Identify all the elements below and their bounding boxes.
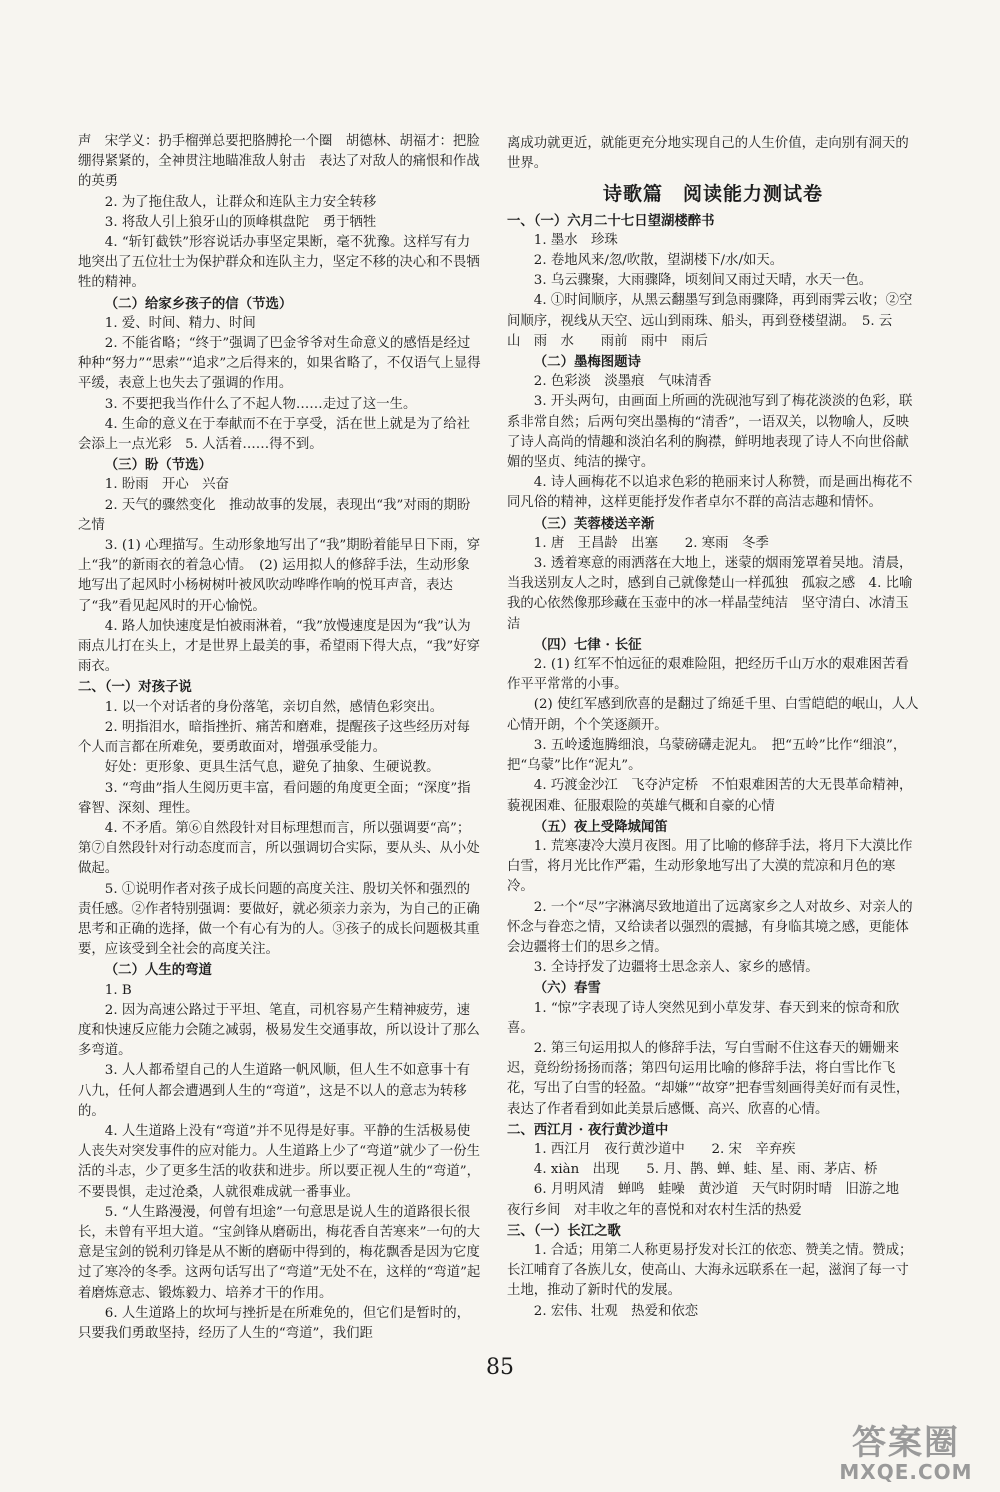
answer-paragraph: 2. 不能省略；“终于”强调了巴金爷爷对生命意义的感悟是经过种种“努力”“思索”“追求”之后得来的，如果省略了，不仅语气上显得平缓，表意上也失去了强调的作用。 — [78, 336, 481, 392]
section-title: 诗歌篇 阅读能力测试卷 — [602, 183, 823, 206]
section-heading: （三）盼（节选） — [104, 457, 212, 474]
section-heading: 三、（一）长江之歌 — [507, 1222, 621, 1239]
section-heading: 一、（一）六月二十七日望湖楼醉书 — [507, 212, 715, 229]
watermark-url: MXQE.COM — [839, 1460, 973, 1484]
section-heading: （五）夜上受降城闻笛 — [533, 818, 668, 835]
section-heading: 二、西江月 · 夜行黄沙道中 — [507, 1121, 669, 1138]
answer-paragraph: 4. xiàn 出现 5. 月、鹊、蝉、蛙、星、雨、茅店、桥 — [533, 1162, 878, 1178]
answer-paragraph: 3. 五岭逶迤腾细浪，乌蒙磅礴走泥丸。 把“五岭”比作“细浪”，把“乌蒙”比作“泥丸”。 — [507, 737, 907, 774]
answer-paragraph: 1. 西江月 夜行黄沙道中 2. 宋 辛弃疾 — [533, 1141, 796, 1157]
answer-paragraph: 2. (1) 红军不怕远征的艰难险阻，把经历千山万水的艰难困苦看作平平常常的小事。 — [507, 657, 909, 693]
answer-paragraph: 2. 天气的骤然变化 推动故事的发展，表现出“我”对雨的期盼之情 — [78, 497, 471, 533]
answer-paragraph: 6. 人生道路上的坎坷与挫折是在所难免的，但它们是暂时的，只要我们勇敢坚持，经历了人生的“弯道”，我们距 — [78, 1305, 470, 1341]
answer-paragraph: 1. 爱、时间、精力、时间 — [104, 315, 256, 331]
answer-paragraph: 3. 人人都希望自己的人生道路一帆风顺，但人生不如意事十有八九，任何人都会遭遇到人生的“弯道”，这是不以人的意志为转移的。 — [78, 1063, 470, 1119]
watermark-logo — [822, 1415, 990, 1485]
answer-paragraph: 3. 开头两句，由画面上所画的洗砚池写到了梅花淡淡的色彩，联系非常自然；后两句突出墨梅的“清香”，一语双关，以物喻人，反映了诗人高尚的情趣和淡泊名利的胸襟，鲜明地表现了诗人不向世俗献媚的坚贞、纯洁的操守。 — [507, 394, 913, 471]
section-heading: （三）芙蓉楼送辛渐 — [533, 515, 655, 532]
answer-paragraph: (2) 使红军感到欣喜的是翻过了绵延千里、白雪皑皑的岷山，人人心情开朗，个个笑逐颜开。 — [507, 697, 919, 733]
answer-paragraph: 2. 一个“尽”字淋漓尽致地道出了远离家乡之人对故乡、对亲人的怀念与眷恋之情，又给读者以强烈的震撼，有身临其境之感，更能体会边疆将士们的思乡之情。 — [507, 899, 913, 955]
answer-paragraph: 2. 宏伟、壮观 热爱和依恋 — [533, 1303, 699, 1319]
answer-paragraph: 1. “惊”字表现了诗人突然见到小草发芽、春天到来的惊奇和欣喜。 — [507, 1000, 900, 1036]
answer-paragraph: 2. 第三句运用拟人的修辞手法，写白雪耐不住这春天的姗姗来迟，竟纷纷扬扬而落；第四句运用比喻的修辞手法，将白雪比作飞花，写出了白雪的轻盈。“却嫌”“故穿”把春雪刻画得美好而有灵性，表达了作者看到如此美景后感慨、高兴、欣喜的心情。 — [507, 1040, 910, 1117]
answer-paragraph: 2. 色彩淡 淡墨痕 气味清香 — [533, 374, 712, 390]
answer-paragraph: 好处：更形象、更具生活气息，避免了抽象、生硬说教。 — [104, 760, 440, 776]
answer-paragraph: 4. 不矛盾。第⑥自然段针对目标理想而言，所以强调要“高”；第⑦自然段针对行动态度而言，所以强调切合实际，要从头、从小处做起。 — [78, 820, 480, 877]
right-column — [507, 134, 926, 1322]
watermark-text: 答案圈 — [852, 1423, 960, 1463]
answer-paragraph: 3. (1) 心理描写。生动形象地写出了“我”期盼着能早日下雨，穿上“我”的新雨衣的着急心情。 (2) 运用拟人的修辞手法，生动形象地写出了起风时小杨树树叶被风吹动哗哗作响的悦耳声音，表达了“我”看见起风时的开心愉悦。 — [78, 538, 481, 614]
answer-paragraph: 2. 因为高速公路过于平坦、笔直，司机容易产生精神疲劳，速度和快速反应能力会随之减弱，极易发生交通事故，所以设计了那么多弯道。 — [78, 1002, 480, 1059]
answer-paragraph: 5. ①说明作者对孩子成长问题的高度关注、殷切关怀和强烈的责任感。②作者特别强调：要做好，就必须亲力亲为，为自己的正确思考和正确的选择，做一个有心有为的人。③孩子的成长问题极其重要，应该受到全社会的高度关注。 — [78, 881, 480, 958]
answer-paragraph: 3. 不要把我当作什么了不起人物……走过了这一生。 — [104, 396, 417, 412]
answer-paragraph: 3. 全诗抒发了边疆将士思念亲人、家乡的感情。 — [533, 960, 819, 976]
page-number: 85 — [486, 1355, 514, 1380]
answer-paragraph: 1. B — [104, 982, 132, 998]
answer-paragraph: 1. 唐 王昌龄 出塞 2. 寒雨 冬季 — [533, 535, 769, 551]
answer-paragraph: 4. 巧渡金沙江 飞夺泸定桥 不怕艰难困苦的大无畏革命精神，藐视困难、征服艰险的英雄气概和自豪的心情 — [507, 778, 913, 814]
answer-paragraph: 3. 乌云骤聚，大雨骤降，顷刻间又雨过天晴，水天一色。 — [533, 273, 873, 289]
answer-paragraph: 3. 透着寒意的雨洒落在大地上，迷蒙的烟雨笼罩着吴地。清晨，当我送别友人之时，感到自己就像楚山一样孤独 孤寂之感 4. 比喻 我的心依然像那珍藏在玉壶中的冰一样晶莹纯洁 坚守清白、冰清玉洁 — [507, 556, 926, 632]
answer-paragraph: 3. “弯曲”指人生阅历更丰富，看问题的角度更全面；“深度”指睿智、深刻、理性。 — [78, 780, 471, 816]
answer-paragraph: 4. 生命的意义在于奉献而不在于享受，活在世上就是为了给社会添上一点光彩 5. 人活着……得不到。 — [78, 416, 470, 453]
answer-paragraph: 1. 合适；用第二人称更易抒发对长江的依恋、赞美之情。赞成；长江哺育了各族儿女，使高山、大海永远联系在一起，滋润了每一寸土地，推动了新时代的发展。 — [507, 1242, 913, 1299]
section-heading: （二）给家乡孩子的信（节选） — [104, 295, 293, 312]
answer-paragraph: 声 宋学义：扔手榴弹总要把胳膊抡一个圈 胡德林、胡福才：把脸绷得紧紧的，全神贯注地瞄准敌人射击 表达了对敌人的痛恨和作战的英勇 — [78, 134, 480, 190]
answer-paragraph: 2. 卷地风来/忽/吹散，望湖楼下/水/如天。 — [533, 253, 784, 269]
answer-paragraph: 2. 明指泪水，暗指挫折、痛苦和磨难，提醒孩子这些经历对每个人而言都在所难免，要勇敢面对，增强承受能力。 — [78, 719, 470, 756]
left-column — [78, 132, 483, 1344]
section-heading: （二）墨梅图题诗 — [533, 354, 641, 371]
answer-paragraph: 4. 人生道路上没有“弯道”并不见得是好事。平静的生活极易使人丧失对突发事件的应对能力。人生道路上少了“弯道”就少了一份生活的斗志，少了更多生活的收获和进步。所以要正视人生的“弯道”，不要畏惧，走过沧桑，人就很难成就一番事业。 — [78, 1123, 481, 1200]
answer-paragraph: 1. 盼雨 开心 兴奋 — [104, 477, 229, 493]
answer-paragraph: 1. 墨水 珍珠 — [533, 232, 618, 248]
answer-paragraph: 1. 荒寒凄冷大漠月夜图。用了比喻的修辞手法，将月下大漠比作白雪，将月光比作严霜，生动形象地写出了大漠的荒凉和月色的寒冷。 — [507, 838, 913, 895]
answer-paragraph: 离成功就更近，就能更充分地实现自己的人生价值，走向别有洞天的世界。 — [507, 136, 909, 172]
section-heading: （二）人生的弯道 — [104, 962, 212, 979]
answer-paragraph: 3. 将敌人引上狼牙山的顶峰棋盘陀 勇于牺牲 — [104, 214, 377, 230]
section-heading: 二、（一）对孩子说 — [78, 679, 192, 696]
answer-paragraph: 6. 月明风清 蝉鸣 蛙噪 黄沙道 天气时阴时晴 旧游之地 夜行乡间 对丰收之年的喜悦和对农村生活的热爱 — [507, 1182, 913, 1218]
answer-paragraph: 1. 以一个对话者的身份落笔，亲切自然，感情色彩突出。 — [104, 699, 444, 715]
answer-paragraph: 4. “斩钉截铁”形容说话办事坚定果断，毫不犹豫。这样写有力地突出了五位壮士为保护群众和连队主力，坚定不移的决心和不畏牺牲的精神。 — [78, 235, 480, 291]
section-heading: （六）春雪 — [533, 980, 601, 997]
answer-paragraph: 5. “人生路漫漫，何曾有坦途”一句意思是说人生的道路很长很长，未曾有平坦大道。“宝剑锋从磨砺出，梅花香自苦寒来”一句的大意是宝剑的锐利刃锋是从不断的磨砺中得到的，梅花飘香是因为它度过了寒冷的冬季。这两句话写出了“弯道”无处不在，这样的“弯道”起着磨炼意志、锻炼毅力、培养才干的作用。 — [78, 1204, 481, 1301]
section-heading: （四）七律 · 长征 — [533, 636, 642, 653]
answer-paragraph: 2. 为了拖住敌人，让群众和连队主力安全转移 — [104, 194, 377, 210]
answer-paragraph: 4. 路人加快速度是怕被雨淋着，“我”放慢速度是因为“我”认为雨点儿打在头上，才是世界上最美的事，希望雨下得大点，“我”好穿雨衣。 — [78, 618, 481, 675]
answer-paragraph: 4. ①时间顺序，从黑云翻墨写到急雨骤降，再到雨霁云收；②空间顺序，视线从天空、远山到雨珠、船头，再到登楼望湖。 5. 云 山 雨 水 雨前 雨中 雨后 — [507, 293, 913, 349]
answer-paragraph: 4. 诗人画梅花不以追求色彩的艳丽来讨人称赞，而是画出梅花不同凡俗的精神，这样更能抒发作者卓尔不群的高洁志趣和情怀。 — [507, 475, 913, 511]
